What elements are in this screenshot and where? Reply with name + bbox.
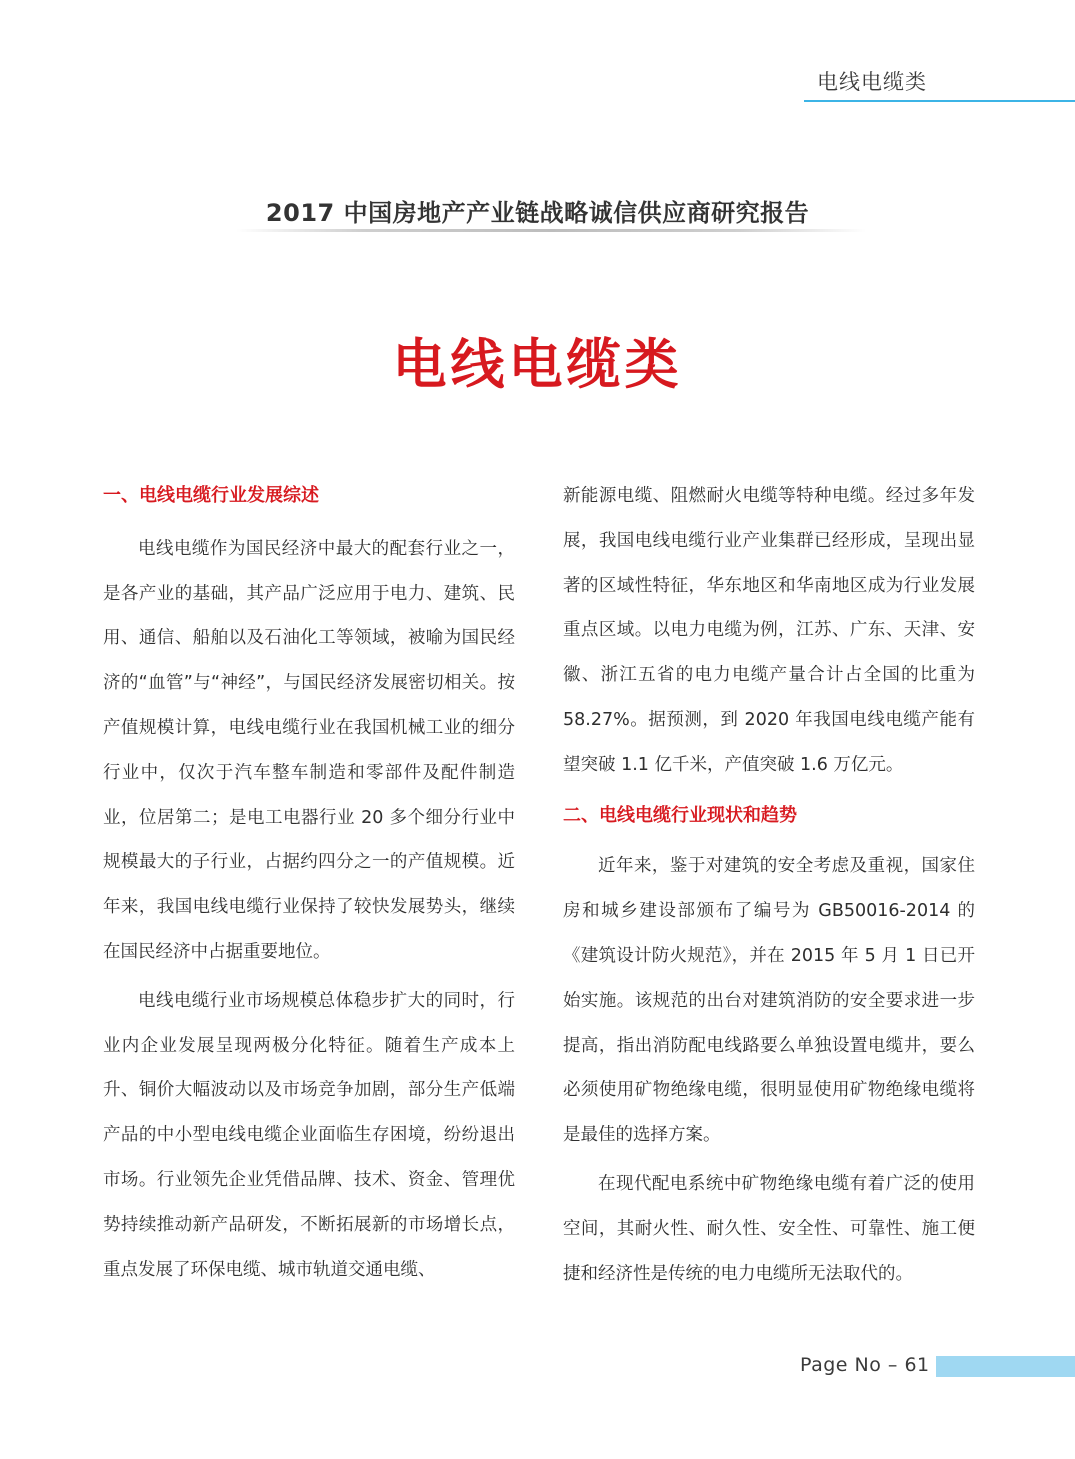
status-paragraph-2: 在现代配电系统中矿物绝缘电缆有着广泛的使用空间，其耐火性、耐久性、安全性、可靠性、施工便捷和经济性是传统的电力电缆所无法取代的。 — [563, 1173, 975, 1284]
right-column — [563, 474, 975, 1296]
overview-paragraph-2: 电线电缆行业市场规模总体稳步扩大的同时，行业内企业发展呈现两极分化特征。随着生产成本上升、铜价大幅波动以及市场竞争加剧，部分生产低端产品的中小型电线电缆企业面临生存困境，纷纷退出市场。行业领先企业凭借品牌、技术、资金、管理优势持续推动新产品研发，不断拓展新的市场增长点，重点发展了环保电缆、城市轨道交通电缆、 — [103, 990, 515, 1280]
page-main-title: 电线电缆类 — [392, 333, 683, 396]
report-title: 2017 中国房地产产业链战略诚信供应商研究报告 — [265, 199, 810, 227]
section-heading-status-trends: 二、电线电缆行业现状和趋势 — [563, 804, 797, 826]
overview-paragraph-2-continued: 新能源电缆、阻燃耐火电缆等特种电缆。经过多年发展，我国电线电缆行业产业集群已经形成，呈现出显著的区域性特征，华东地区和华南地区成为行业发展重点区域。以电力电缆为例，江苏、广东、天津、安徽、浙江五省的电力电缆产量合计占全国的比重为 58.27%。据预测，到 2020 年我国电线电缆产能有望突破 1.1 亿千米，产值突破 1.6 万亿元。 — [563, 486, 975, 775]
page-number: Page No – 61 — [800, 1354, 930, 1376]
left-column — [103, 474, 515, 1292]
header-rule — [804, 100, 1075, 102]
running-header-section: 电线电缆类 — [817, 70, 927, 94]
title-divider — [236, 229, 866, 232]
section-heading-overview: 一、电线电缆行业发展综述 — [103, 485, 319, 506]
overview-paragraph-1: 电线电缆作为国民经济中最大的配套行业之一，是各产业的基础，其产品广泛应用于电力、建筑、民用、通信、船舶以及石油化工等领域，被喻为国民经济的“血管”与“神经”，与国民经济发展密切相关。按产值规模计算，电线电缆行业在我国机械工业的细分行业中，仅次于汽车整车制造和零部件及配件制造业，位居第二；是电工电器行业 20 多个细分行业中规模最大的子行业，占据约四分之一的产值规模。近年来，我国电线电缆行业保持了较快发展势头，继续在国民经济中占据重要地位。 — [103, 538, 515, 962]
status-paragraph-1: 近年来，鉴于对建筑的安全考虑及重视，国家住房和城乡建设部颁布了编号为 GB50016-2014 的《建筑设计防火规范》，并在 2015 年 5 月 1 日已开始实施。该规范的出台对建筑消防的安全要求进一步提高，指出消防配电线路要么单独设置电缆井，要么必须使用矿物绝缘电缆，很明显使用矿物绝缘电缆将是最佳的选择方案。 — [563, 856, 975, 1146]
footer-accent-bar — [936, 1356, 1075, 1377]
